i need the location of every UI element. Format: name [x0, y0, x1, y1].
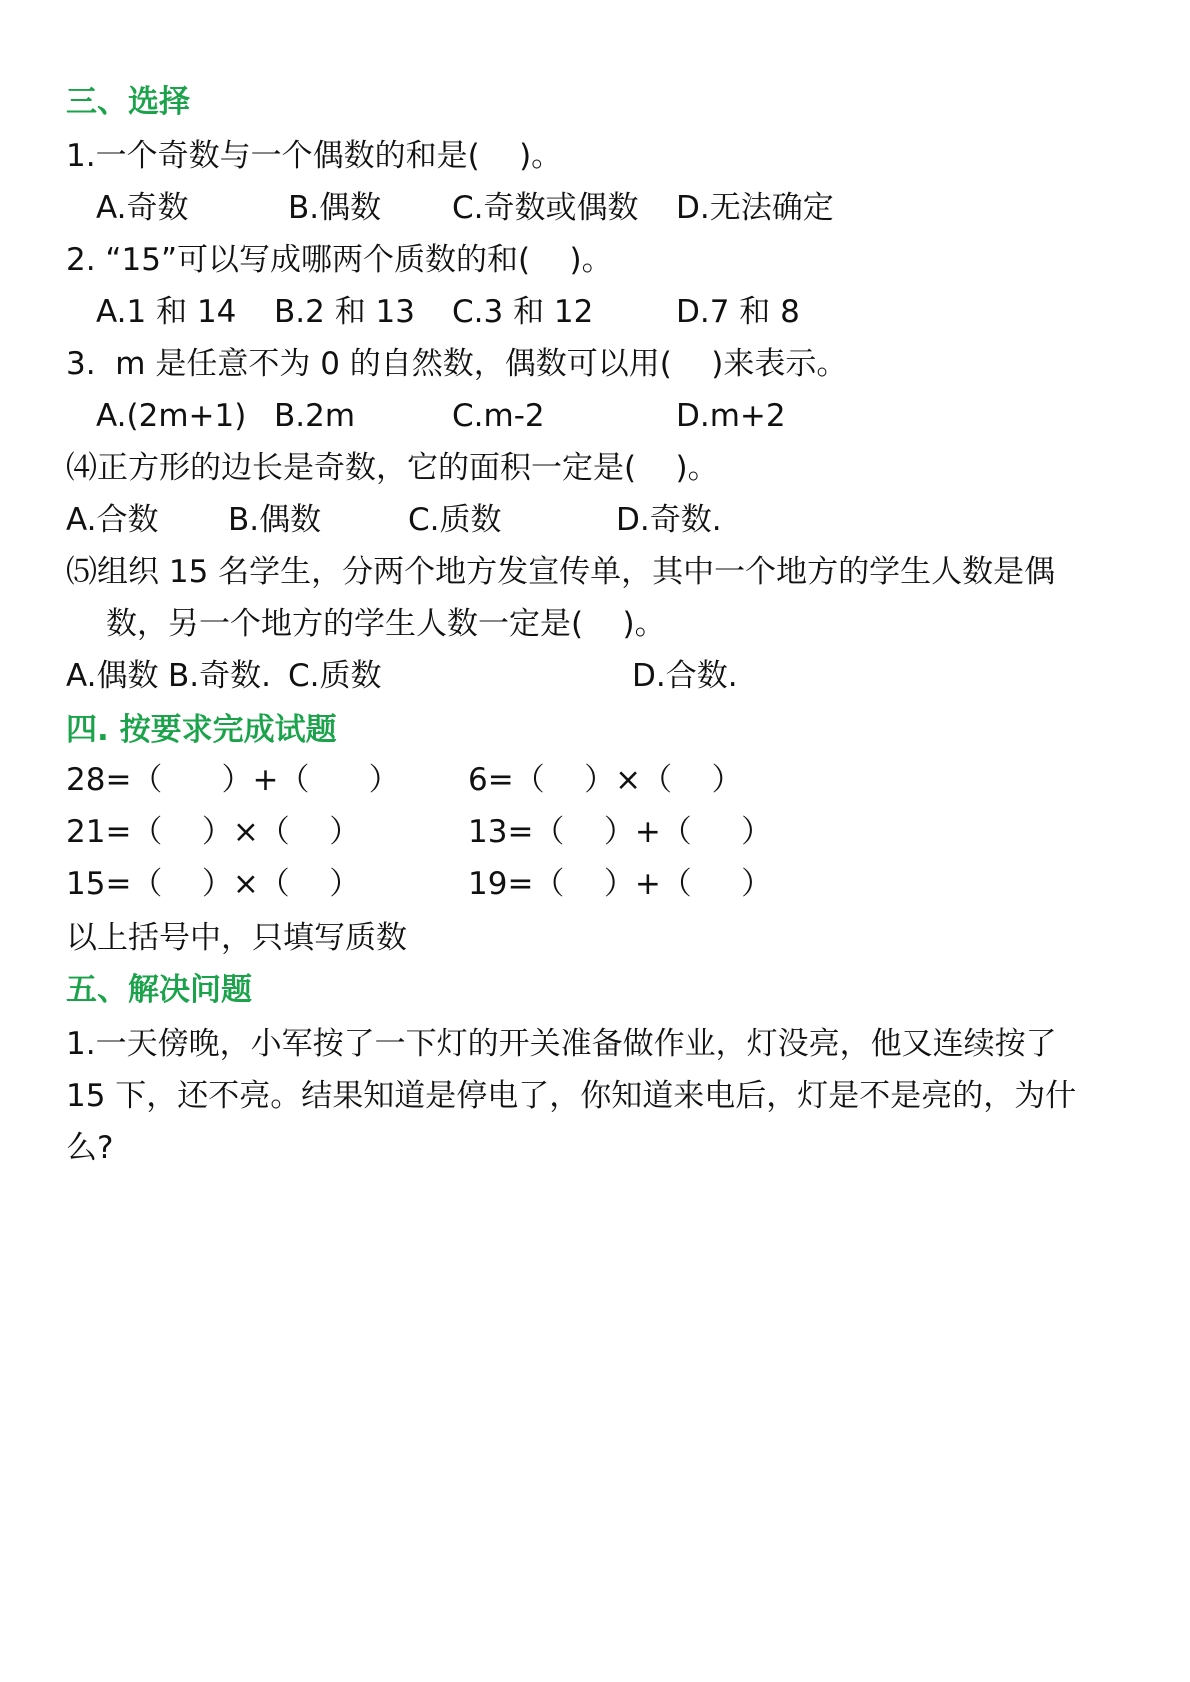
q2-option-a: A.1 和 14	[96, 294, 237, 330]
q3-option-a: A.(2m+1)	[96, 398, 247, 434]
equation-6: 6=（ ）×（ ）	[468, 762, 743, 798]
q5-text-line2: 数，另一个地方的学生人数一定是( )。	[106, 606, 666, 642]
problem1-line3: 么?	[66, 1130, 114, 1166]
equation-28: 28=（ ）+（ ）	[66, 762, 400, 798]
q4-option-a: A.合数	[66, 502, 159, 538]
q5-text-line1: ⑸组织 15 名学生，分两个地方发宣传单，其中一个地方的学生人数是偶	[66, 554, 1056, 590]
q1-option-d: D.无法确定	[676, 190, 834, 226]
q5-option-a: A.偶数	[66, 658, 159, 694]
section3-title: 三、选择	[66, 84, 190, 120]
q3-option-d: D.m+2	[676, 398, 786, 434]
q1-option-a: A.奇数	[96, 190, 189, 226]
q2-option-c: C.3 和 12	[452, 294, 594, 330]
equation-21: 21=（ ）×（ ）	[66, 814, 361, 850]
section4-note: 以上括号中，只填写质数	[66, 920, 407, 956]
section4-title: 四. 按要求完成试题	[66, 712, 337, 748]
equation-15: 15=（ ）×（ ）	[66, 866, 361, 902]
q2-text: 2. “15”可以写成哪两个质数的和( )。	[66, 242, 613, 278]
equation-19: 19=（ ）+（ ）	[468, 866, 773, 902]
equation-13: 13=（ ）+（ ）	[468, 814, 773, 850]
q3-option-c: C.m-2	[452, 398, 545, 434]
q2-option-b: B.2 和 13	[274, 294, 415, 330]
q2-option-d: D.7 和 8	[676, 294, 800, 330]
q5-option-b: B.奇数.	[168, 658, 271, 694]
q4-option-c: C.质数	[408, 502, 502, 538]
problem1-line1: 1.一天傍晚，小军按了一下灯的开关准备做作业，灯没亮，他又连续按了	[66, 1026, 1057, 1062]
q4-option-b: B.偶数	[228, 502, 322, 538]
q1-option-c: C.奇数或偶数	[452, 190, 639, 226]
q4-text: ⑷正方形的边长是奇数，它的面积一定是( )。	[66, 450, 719, 486]
q3-option-b: B.2m	[274, 398, 356, 434]
problem1-line2: 15 下，还不亮。结果知道是停电了，你知道来电后，灯是不是亮的，为什	[66, 1078, 1077, 1114]
q5-option-c: C.质数	[288, 658, 382, 694]
q3-text: 3. m 是任意不为 0 的自然数，偶数可以用( )来表示。	[66, 346, 848, 382]
q1-option-b: B.偶数	[288, 190, 382, 226]
section5-title: 五、解决问题	[66, 972, 252, 1008]
q4-option-d: D.奇数.	[616, 502, 722, 538]
q5-option-d: D.合数.	[632, 658, 738, 694]
q1-text: 1.一个奇数与一个偶数的和是( )。	[66, 138, 563, 174]
